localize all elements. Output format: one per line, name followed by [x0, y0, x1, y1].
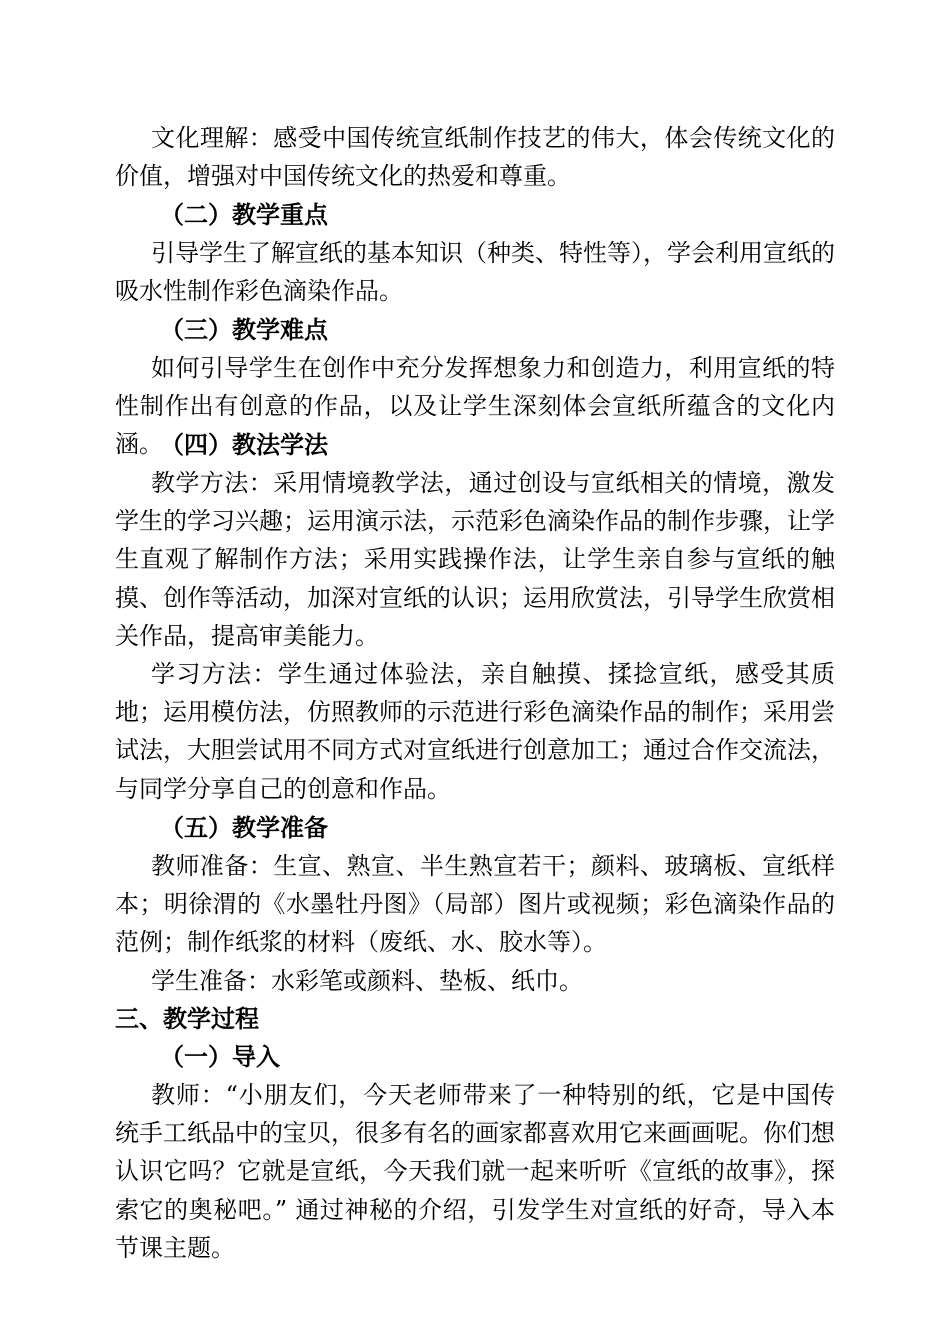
teaching-focus-heading: （二）教学重点 — [160, 200, 328, 229]
teacher-preparation-paragraph: 教师准备：生宣、熟宣、半生熟宣若干；颜料、玻璃板、宣纸样本；明徐渭的《水墨牡丹图》（局部）图片或视频；彩色滴染作品的范例；制作纸浆的材料（废纸、水、胶水等）。 — [115, 852, 835, 957]
section-teaching-process-heading: 三、教学过程 — [115, 1004, 259, 1033]
teaching-focus-paragraph: 引导学生了解宣纸的基本知识（种类、特性等），学会利用宣纸的吸水性制作彩色滴染作品。 — [115, 239, 835, 306]
introduction-heading: （一）导入 — [160, 1042, 280, 1071]
methods-heading: （四）教法学法 — [160, 430, 328, 459]
preparation-heading: （五）教学准备 — [160, 813, 328, 842]
teaching-difficulty-paragraph: 如何引导学生在创作中充分发挥想象力和创造力，利用宣纸的特性制作出有创意的作品，以及让学生深刻体会宣纸所蕴含的文化内涵。 — [115, 354, 835, 459]
teaching-methods-paragraph: 教学方法：采用情境教学法，通过创设与宣纸相关的情境，激发学生的学习兴趣；运用演示法，示范彩色滴染作品的制作步骤，让学生直观了解制作方法；采用实践操作法，让学生亲自参与宣纸的触摸、创作等活动，加深对宣纸的认识；运用欣赏法，引导学生欣赏相关作品，提高审美能力。 — [115, 469, 835, 650]
student-preparation-paragraph: 学生准备：水彩笔或颜料、垫板、纸巾。 — [151, 967, 583, 995]
teaching-difficulty-heading: （三）教学难点 — [160, 315, 328, 344]
culture-understanding-paragraph: 文化理解：感受中国传统宣纸制作技艺的伟大，体会传统文化的价值，增强对中国传统文化的热爱和尊重。 — [115, 124, 835, 191]
learning-methods-paragraph: 学习方法：学生通过体验法，亲自触摸、揉捻宣纸，感受其质地；运用模仿法，仿照教师的示范进行彩色滴染作品的制作；采用尝试法，大胆尝试用不同方式对宣纸进行创意加工；通过合作交流法，与同学分享自己的创意和作品。 — [115, 660, 835, 803]
introduction-paragraph: 教师：“小朋友们，今天老师带来了一种特别的纸，它是中国传统手工纸品中的宝贝，很多有名的画家都喜欢用它来画画呢。你们想认识它吗？它就是宣纸，今天我们就一起来听听《宣纸的故事》，探索它的奥秘吧。” 通过神秘的介绍，引发学生对宣纸的好奇，导入本节课主题。 — [115, 1081, 835, 1262]
